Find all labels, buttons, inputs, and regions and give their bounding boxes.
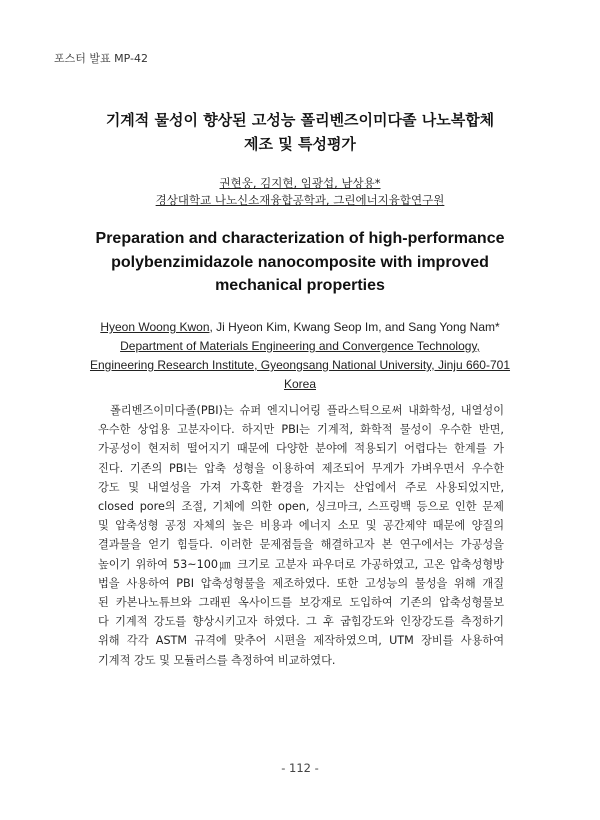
korean-presenter-name: 권현웅 [219,176,253,190]
page-number: - 112 - [281,761,319,775]
abstract-line: 높이기 위하여 53~100㎛ 크기로 고분자 파우더로 가공하였고, 고온 압축성형방 [98,557,504,571]
english-title-line-3: mechanical properties [215,277,385,294]
abstract-line: 법을 사용하여 PBI 압축성형물을 제조하였다. 또한 고성능의 물성을 위해 개질 [98,576,504,590]
korean-title-line-1: 기계적 물성이 향상된 고성능 폴리벤즈이미다졸 나노복합체 [105,111,495,129]
abstract-line: 위해 각각 ASTM 규격에 맞추어 시편을 제작하였으며, UTM 장비를 사용하여 [98,634,504,648]
korean-authors-block [60,175,540,209]
abstract-line: 강도 및 내열성을 가져 가혹한 환경을 가지는 산업에서 주로 사용되었지만, [98,480,504,494]
english-affiliation-line-2: Engineering Research Institute, Gyeongsang National University, Jinju 660-701 [89,358,511,372]
abstract-line: 및 압축성형 공정 자체의 높은 비용과 에너지 소모 및 공간제약 때문에 양질의 [98,519,504,533]
korean-coauthors: , 김지현, 임광섭, 남상용* [252,176,381,190]
korean-affiliation: 경상대학교 나노신소재융합공학과, 그린에너지융합연구원 [155,193,445,207]
english-authors-block [60,318,540,394]
english-coauthors: , Ji Hyeon Kim, Kwang Seop Im, and Sang Yong Nam* [209,320,500,334]
session-label: 포스터 발표 MP-42 [54,52,148,65]
abstract-line: 기계적 강도 및 모듈러스를 측정하여 비교하였다. [98,653,336,667]
english-title-line-1: Preparation and characterization of high-performance [95,230,505,247]
korean-authors [60,175,540,192]
abstract-line: 가공성이 현저히 떨어지기 때문에 다양한 분야에 적용되기 어렵다는 한계를 가 [98,442,504,456]
abstract-body [98,401,504,670]
abstract-line: 된 카본나노튜브와 그래핀 옥사이드를 보강재로 도입하여 기존의 압축성형물보 [98,596,504,610]
english-authors [60,318,540,337]
english-presenter-name: Hyeon Woong Kwon [100,320,210,334]
abstract-line: 우수한 상업용 고분자이다. 하지만 PBI는 기계적, 화학적 물성이 우수한 반면, [98,423,504,437]
abstract-line: 폴리벤즈이미다졸(PBI)는 슈퍼 엔지니어링 플라스틱으로써 내화학성, 내열성이 [110,404,504,417]
abstract-line: closed pore의 조절, 기체에 의한 open, 싱크마크, 스프링백 등으로 인한 문제 [98,500,504,514]
abstract-line: 진다. 기존의 PBI는 압축 성형을 이용하여 제조되어 무게가 가벼우면서 우수한 [98,461,504,475]
english-affiliation-line-3: Korea [283,377,317,391]
korean-title-line-2: 제조 및 특성평가 [244,135,356,153]
abstract-line: 다 기계적 강도를 향상시키고자 하였다. 그 후 굽힘강도와 인장강도를 측정하기 [98,615,504,629]
english-title-line-2: polybenzimidazole nanocomposite with improved [111,254,489,271]
abstract-line: 결과물을 얻기 힘들다. 이러한 문제점들을 해결하고자 본 연구에서는 가공성을 [98,538,504,552]
english-affiliation-line-1: Department of Materials Engineering and Convergence Technology, [120,339,480,353]
